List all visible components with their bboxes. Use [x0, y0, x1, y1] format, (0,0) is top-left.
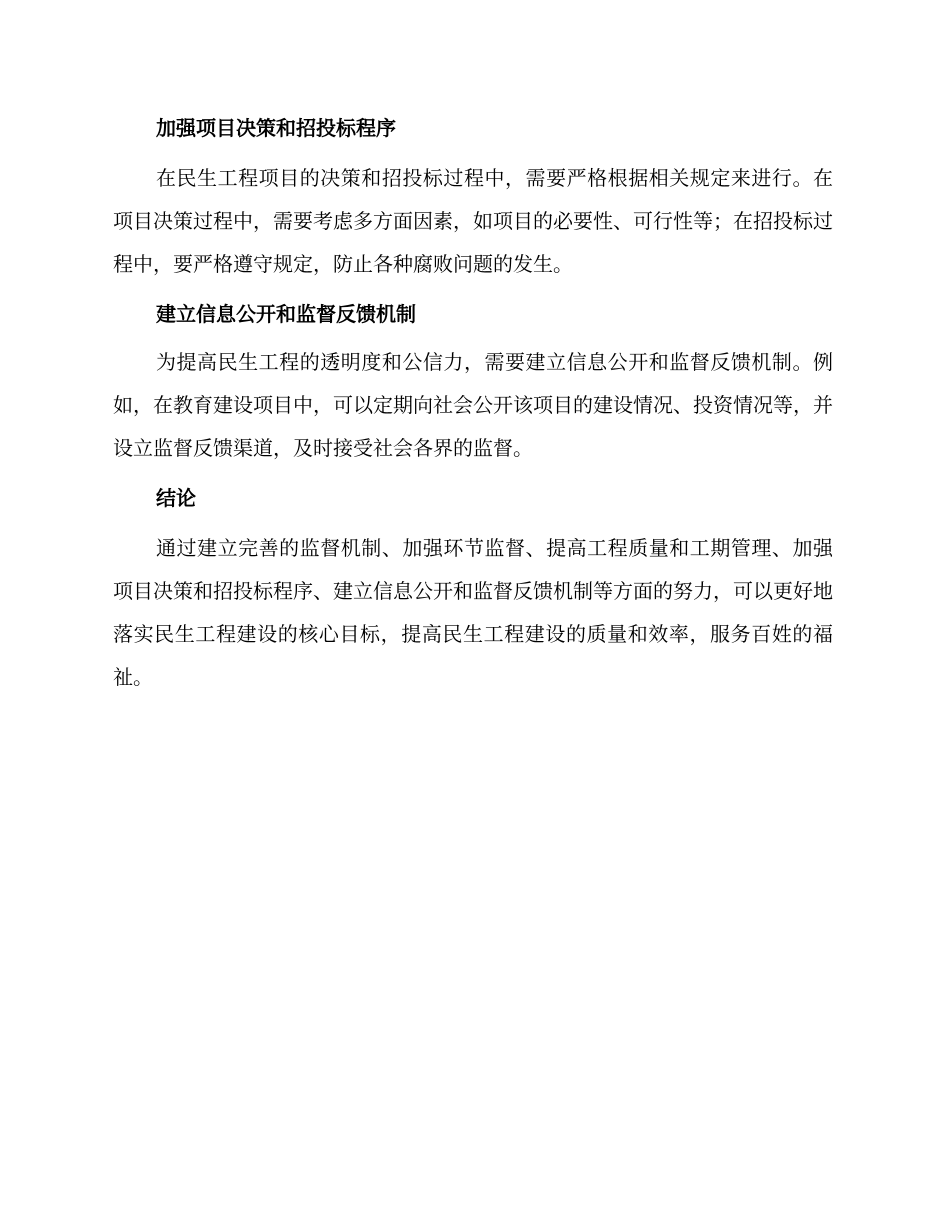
- document-body: [113, 108, 833, 707]
- section-paragraph-conclusion: 通过建立完善的监督机制、加强环节监督、提高工程质量和工期管理、加强项目决策和招投标程序、建立信息公开和监督反馈机制等方面的努力，可以更好地落实民生工程建设的核心目标，提高民生工程建设的质量和效率，服务百姓的福祉。: [113, 536, 833, 689]
- section-heading-information-disclosure: 建立信息公开和监督反馈机制: [156, 302, 416, 326]
- section-heading-conclusion: 结论: [156, 486, 196, 510]
- section-paragraph-project-decision: 在民生工程项目的决策和招投标过程中，需要严格根据相关规定来进行。在项目决策过程中，需要考虑多方面因素，如项目的必要性、可行性等；在招投标过程中，要严格遵守规定，防止各种腐败问题的发生。: [113, 166, 833, 276]
- section-heading-project-decision: 加强项目决策和招投标程序: [156, 116, 396, 140]
- section-paragraph-information-disclosure: 为提高民生工程的透明度和公信力，需要建立信息公开和监督反馈机制。例如，在教育建设项目中，可以定期向社会公开该项目的建设情况、投资情况等，并设立监督反馈渠道，及时接受社会各界的监督。: [113, 350, 833, 460]
